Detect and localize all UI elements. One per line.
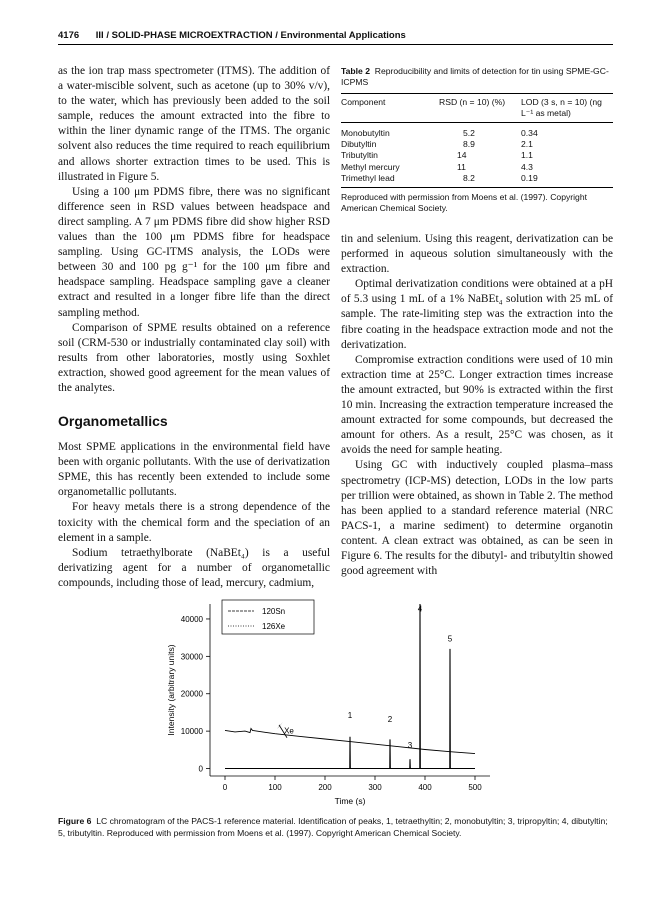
y-tick-label: 30000 (180, 652, 203, 662)
left-column (58, 64, 330, 591)
table-caption (341, 66, 613, 88)
table-label: Table 2 (341, 66, 370, 76)
figure-caption-text: LC chromatogram of the PACS-1 reference material. Identification of peaks, 1, tetraethyltin; 2, monobutyltin; 3, tripropyltin; 4, dibutyltin; 5, tributyltin. Reproduced with permission from Moens et al. (1997). Copyright American Chemical Society. (58, 816, 608, 838)
running-title: III / SOLID-PHASE MICROEXTRACTION / Environmental Applications (95, 30, 406, 41)
table-row (341, 162, 613, 173)
paragraph: Compromise extraction conditions were used of 10 min extraction time at 25°C. Longer extraction times increase the amount extracted, but 90% is extracted within the first 10 min. Increasing the extraction temperature increased the amount extracted for some compounds, but decreased the amount for others. As a result, 25°C was chosen, as it avoids the need for sample heating. (341, 353, 613, 457)
chromatogram-chart (150, 592, 530, 812)
table-cell: Tributyltin (341, 150, 378, 161)
table-cell: 8.2 (439, 173, 521, 188)
paragraph: Most SPME applications in the environmental field have been with organic pollutants. With the use of derivatization SPME, this has recently been extended to include some organometallic pollutants. (58, 441, 330, 499)
paragraph: Sodium tetraethylborate (NaBEt₄) is a useful derivatizing agent for a number of organometallic compounds, including those of lead, mercury, cadmium, (58, 546, 330, 589)
xe-arrow-head (277, 722, 283, 729)
table-cell: 0.19 (521, 173, 613, 188)
paragraph: Optimal derivatization conditions were obtained at a pH of 5.3 using 1 mL of a 1% NaBEt₄ solution with 25 mL of sample. The rate-limiting step was the extraction into the fibre coating in the headspace extraction mode and not the derivatization. (341, 278, 613, 351)
column-header: LOD (3 s, n = 10) (ng L⁻¹ as metal) (521, 94, 613, 123)
table-row (341, 173, 613, 188)
table-cell: Dibutyltin (341, 139, 377, 150)
column-header: RSD (n = 10) (%) (439, 94, 521, 123)
table-cell: 1.1 (521, 150, 533, 161)
section-heading: Organometallics (58, 413, 168, 430)
table-cell: 14 (457, 150, 467, 161)
page-number: 4176 (58, 30, 80, 41)
figure-caption (58, 816, 613, 839)
header-rule (58, 44, 613, 45)
x-tick-label: 200 (318, 783, 332, 792)
y-tick-label: 20000 (180, 689, 203, 699)
paragraph: Using GC with inductively coupled plasma–mass spectrometry (ICP-MS) detection, LODs in the low parts per trillion were obtained, as shown in Table 2. The method has been applied to a standard reference material (NRC PACS-1, a marine sediment) to determine organotin content. A clean extract was obtained, as can be seen in Figure 6. The results for the dibutyl- and tributyltin showed good agreement with (341, 459, 613, 578)
table-cell: 11 (457, 161, 466, 172)
table-cell: 8.9 (463, 139, 475, 150)
x-tick-label: 300 (368, 783, 382, 792)
table-2 (341, 66, 613, 214)
legend-label: 126Xe (262, 622, 286, 631)
chart-legend (222, 600, 314, 634)
table-cell: Methyl mercury (341, 161, 400, 172)
paragraph: as the ion trap mass spectrometer (ITMS). The addition of a water-miscible solvent, such as acetone (up to 30% v/v), to the water, which has previously been added to the soil sample, reduces the amount extracted into the fibre to within the liner dynamic range of the ITMS. The organic solvent also reduces the time required to reach equilibrium and allows shorter extraction times to be used. This is illustrated in Figure 5. (58, 65, 330, 183)
table-cell: 4.3 (521, 161, 533, 172)
chart-ticks (166, 615, 482, 806)
x-tick-label: 500 (468, 783, 482, 792)
peak-label: Xe (284, 726, 294, 736)
data-table (341, 93, 613, 188)
paragraph: tin and selenium. Using this reagent, derivatization can be performed in aqueous solution simultaneously with the extraction. (341, 233, 613, 276)
table-cell: 2.1 (521, 139, 533, 150)
x-tick-label: 100 (268, 783, 282, 792)
table-row (341, 139, 613, 150)
peak-label: 2 (387, 714, 393, 724)
paragraph: Comparison of SPME results obtained on a reference soil (CRM-530 or industrially contaminated clay soil) with results from other laboratories, mostly using Soxhlet extraction, showed good agreement for the mean values of the analytes. (58, 321, 330, 394)
x-tick-label: 0 (222, 783, 228, 792)
y-axis-label: Intensity (arbitrary units) (166, 644, 176, 736)
y-tick-label: 0 (198, 764, 203, 774)
y-tick-label: 10000 (180, 727, 203, 737)
table-cell: Trimethyl lead (341, 173, 439, 188)
x-tick-label: 400 (418, 783, 432, 792)
paragraph: Using a 100 μm PDMS fibre, there was no significant difference seen in RSD values between headspace and direct sampling. A 7 μm PDMS fibre did show higher RSD values than the 100 μm PDMS fibre for headspace sampling. Using GC-ITMS analysis, the LODs were between 30 and 100 pg g⁻¹ for the 100 μm fibre and headspace sampling. Headspace sampling gave a cleaner extract and resulted in a longer fibre life than the direct sampling method. (58, 185, 330, 319)
table-cell: 5.2 (463, 128, 475, 138)
table-footnote: Reproduced with permission from Moens et al. (1997). Copyright American Chemical Society. (341, 192, 587, 214)
table-row (341, 123, 613, 140)
right-column (341, 232, 613, 579)
y-tick-label: 40000 (180, 614, 203, 624)
peak-label: 3 (407, 740, 413, 750)
peak-label: 5 (447, 634, 453, 644)
legend-label: 120Sn (262, 607, 286, 616)
table-cell: 0.34 (521, 128, 538, 138)
table-cell: Monobutyltin (341, 128, 390, 138)
paragraph: For heavy metals there is a strong dependence of the toxicity with the chemical form and the speciation of an element in a sample. (58, 501, 330, 544)
peak-label: 1 (347, 711, 353, 721)
x-axis-label: Time (s) (334, 796, 366, 806)
peak-label: 4 (417, 604, 423, 614)
table-row (341, 150, 613, 161)
column-header: Component (341, 94, 439, 123)
figure-label: Figure 6 (58, 816, 92, 826)
running-head (58, 30, 613, 41)
table-caption-text: Reproducibility and limits of detection for tin using SPME-GC-ICPMS (341, 66, 609, 87)
